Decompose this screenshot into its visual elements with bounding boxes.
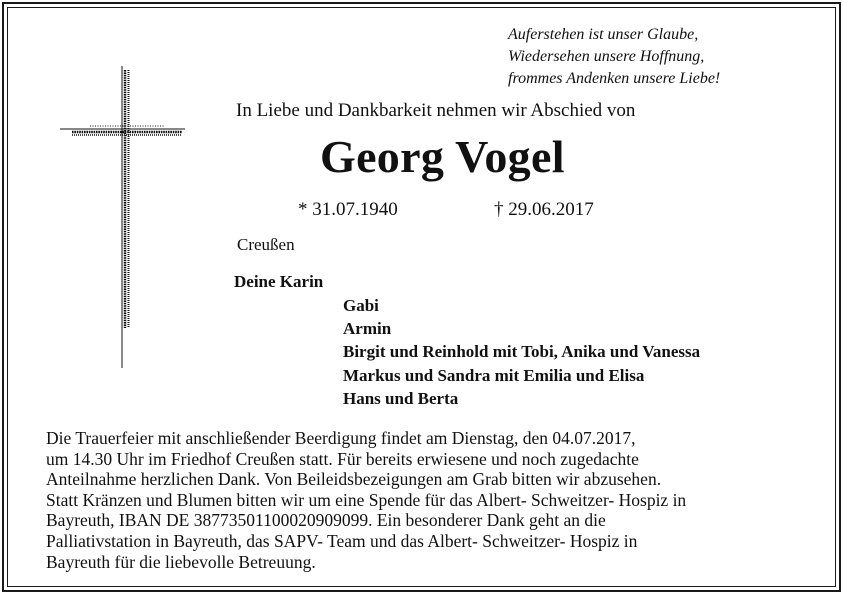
funeral-notice bbox=[46, 428, 826, 572]
mourner-entry: Armin bbox=[343, 319, 392, 338]
notice-line: um 14.30 Uhr im Friedhof Creußen statt. Für bereits erwiesene und noch zugedachte bbox=[46, 448, 639, 469]
motto-verse bbox=[508, 24, 720, 90]
death-date: † 29.06.2017 bbox=[494, 199, 594, 220]
deceased-name: Georg Vogel bbox=[320, 131, 565, 182]
mourner-entry: Deine Karin bbox=[234, 272, 324, 291]
notice-line: Die Trauerfeier mit anschließender Beerdigung findet am Dienstag, den 04.07.2017, bbox=[46, 428, 636, 448]
cross-icon bbox=[60, 66, 185, 368]
birth-date: * 31.07.1940 bbox=[298, 199, 398, 220]
notice-line: Anteilnahme herzlichen Dank. Von Beileidsbezeigungen am Grab bitten wir abzusehen. bbox=[46, 469, 662, 490]
intro-text: In Liebe und Dankbarkeit nehmen wir Abschied von bbox=[236, 100, 636, 121]
mourner-entry: Birgit und Reinhold mit Tobi, Anika und Vanessa bbox=[343, 342, 701, 361]
motto-line: Wiedersehen unsere Hoffnung, bbox=[508, 48, 705, 65]
place-name: Creußen bbox=[237, 235, 295, 254]
mourner-entry: Hans und Berta bbox=[343, 389, 459, 408]
motto-line: Auferstehen ist unser Glaube, bbox=[508, 26, 699, 43]
mourner-entry: Markus und Sandra mit Emilia und Elisa bbox=[343, 366, 645, 385]
mourner-entry: Gabi bbox=[343, 296, 379, 315]
motto-line: frommes Andenken unsere Liebe! bbox=[508, 70, 721, 87]
notice-line: Bayreuth, IBAN DE 38773501100020909099. Ein besonderer Dank geht an die bbox=[46, 510, 606, 531]
notice-line: Palliativstation in Bayreuth, das SAPV- Team und das Albert- Schweitzer- Hospiz in bbox=[46, 530, 638, 551]
notice-line: Statt Kränzen und Blumen bitten wir um eine Spende für das Albert- Schweitzer- Hospiz in bbox=[46, 489, 687, 510]
notice-line: Bayreuth für die liebevolle Betreuung. bbox=[46, 551, 316, 572]
